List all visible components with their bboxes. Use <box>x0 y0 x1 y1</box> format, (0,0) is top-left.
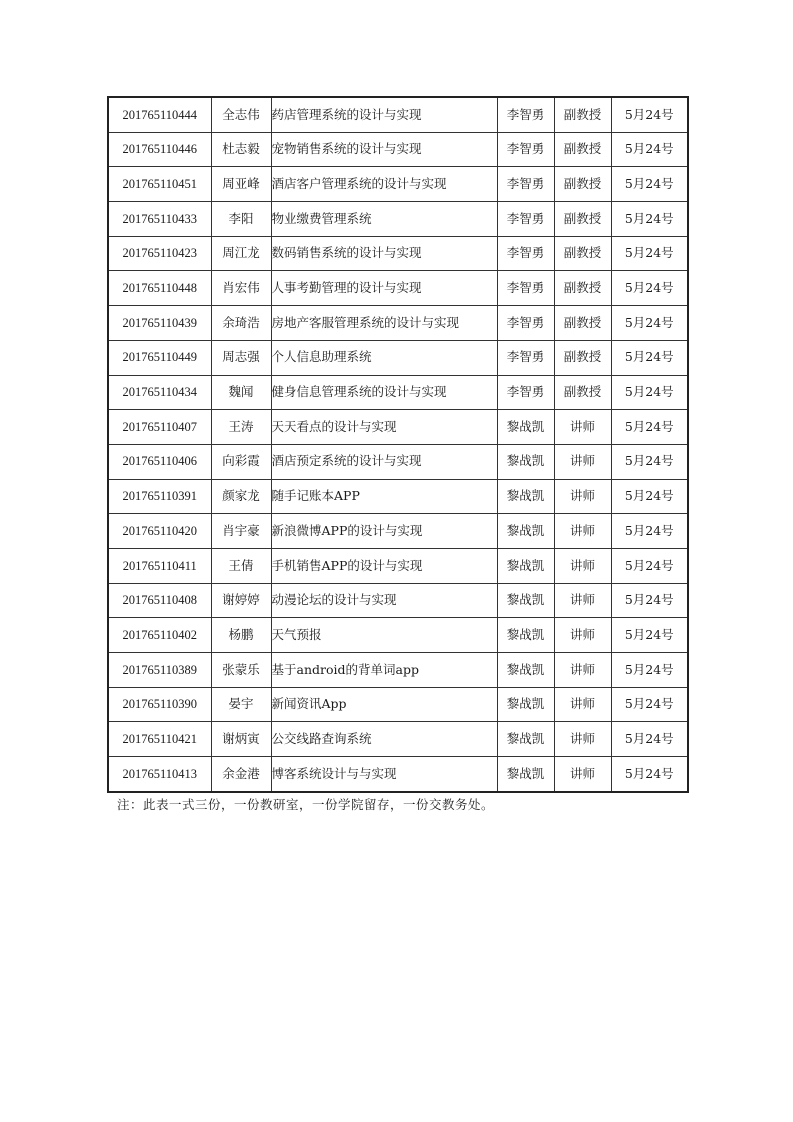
table-row <box>108 167 688 202</box>
student-name-cell: 余琦浩 <box>211 306 271 341</box>
table-row <box>108 306 688 341</box>
thesis-title-cell: 宠物销售系统的设计与实现 <box>271 132 497 167</box>
table-row <box>108 271 688 306</box>
advisor-rank-cell: 讲师 <box>554 687 611 722</box>
student-name-cell: 全志伟 <box>211 97 271 132</box>
defense-date-cell: 5月24号 <box>611 167 688 202</box>
advisor-rank-cell: 副教授 <box>554 97 611 132</box>
table-row <box>108 722 688 757</box>
student-id-cell: 201765110449 <box>108 340 211 375</box>
advisor-cell: 黎战凯 <box>497 514 554 549</box>
student-name-cell: 周亚峰 <box>211 167 271 202</box>
table-row <box>108 410 688 445</box>
advisor-cell: 黎战凯 <box>497 583 554 618</box>
student-name-cell: 周江龙 <box>211 236 271 271</box>
student-name-cell: 颜家龙 <box>211 479 271 514</box>
thesis-title-cell: 个人信息助理系统 <box>271 340 497 375</box>
advisor-rank-cell: 副教授 <box>554 236 611 271</box>
thesis-title-cell: 房地产客服管理系统的设计与实现 <box>271 306 497 341</box>
advisor-rank-cell: 副教授 <box>554 132 611 167</box>
table-body <box>108 97 688 792</box>
advisor-cell: 李智勇 <box>497 167 554 202</box>
student-name-cell: 杜志毅 <box>211 132 271 167</box>
student-id-cell: 201765110434 <box>108 375 211 410</box>
student-name-cell: 肖宇豪 <box>211 514 271 549</box>
advisor-cell: 李智勇 <box>497 236 554 271</box>
thesis-title-cell: 基于android的背单词app <box>271 653 497 688</box>
student-name-cell: 魏闻 <box>211 375 271 410</box>
student-id-cell: 201765110402 <box>108 618 211 653</box>
thesis-title-cell: 酒店客户管理系统的设计与实现 <box>271 167 497 202</box>
student-id-cell: 201765110390 <box>108 687 211 722</box>
advisor-rank-cell: 讲师 <box>554 618 611 653</box>
advisor-rank-cell: 讲师 <box>554 653 611 688</box>
table-row <box>108 514 688 549</box>
advisor-rank-cell: 讲师 <box>554 479 611 514</box>
student-name-cell: 张蒙乐 <box>211 653 271 688</box>
thesis-title-cell: 物业缴费管理系统 <box>271 202 497 237</box>
thesis-title-cell: 新浪微博APP的设计与实现 <box>271 514 497 549</box>
defense-date-cell: 5月24号 <box>611 548 688 583</box>
advisor-rank-cell: 副教授 <box>554 202 611 237</box>
student-name-cell: 谢婷婷 <box>211 583 271 618</box>
thesis-title-cell: 博客系统设计与与实现 <box>271 757 497 792</box>
thesis-title-cell: 天天看点的设计与实现 <box>271 410 497 445</box>
defense-date-cell: 5月24号 <box>611 653 688 688</box>
student-id-cell: 201765110421 <box>108 722 211 757</box>
advisor-cell: 李智勇 <box>497 375 554 410</box>
student-name-cell: 谢炳寅 <box>211 722 271 757</box>
defense-date-cell: 5月24号 <box>611 97 688 132</box>
thesis-title-cell: 人事考勤管理的设计与实现 <box>271 271 497 306</box>
student-name-cell: 晏宇 <box>211 687 271 722</box>
defense-date-cell: 5月24号 <box>611 618 688 653</box>
student-id-cell: 201765110439 <box>108 306 211 341</box>
advisor-cell: 李智勇 <box>497 306 554 341</box>
defense-date-cell: 5月24号 <box>611 340 688 375</box>
table-row <box>108 653 688 688</box>
thesis-title-cell: 随手记账本APP <box>271 479 497 514</box>
thesis-title-cell: 动漫论坛的设计与实现 <box>271 583 497 618</box>
advisor-rank-cell: 副教授 <box>554 375 611 410</box>
student-name-cell: 向彩霞 <box>211 444 271 479</box>
thesis-title-cell: 酒店预定系统的设计与实现 <box>271 444 497 479</box>
table-row <box>108 444 688 479</box>
table-row <box>108 757 688 792</box>
student-id-cell: 201765110446 <box>108 132 211 167</box>
advisor-cell: 李智勇 <box>497 132 554 167</box>
table-row <box>108 618 688 653</box>
advisor-rank-cell: 副教授 <box>554 340 611 375</box>
student-id-cell: 201765110407 <box>108 410 211 445</box>
defense-date-cell: 5月24号 <box>611 236 688 271</box>
advisor-cell: 李智勇 <box>497 340 554 375</box>
student-id-cell: 201765110413 <box>108 757 211 792</box>
advisor-cell: 李智勇 <box>497 202 554 237</box>
student-id-cell: 201765110451 <box>108 167 211 202</box>
defense-date-cell: 5月24号 <box>611 722 688 757</box>
advisor-cell: 黎战凯 <box>497 722 554 757</box>
defense-date-cell: 5月24号 <box>611 271 688 306</box>
defense-date-cell: 5月24号 <box>611 687 688 722</box>
advisor-rank-cell: 副教授 <box>554 271 611 306</box>
advisor-cell: 黎战凯 <box>497 444 554 479</box>
student-id-cell: 201765110389 <box>108 653 211 688</box>
defense-date-cell: 5月24号 <box>611 757 688 792</box>
defense-date-cell: 5月24号 <box>611 202 688 237</box>
thesis-title-cell: 药店管理系统的设计与实现 <box>271 97 497 132</box>
advisor-rank-cell: 讲师 <box>554 722 611 757</box>
student-id-cell: 201765110420 <box>108 514 211 549</box>
defense-date-cell: 5月24号 <box>611 514 688 549</box>
student-name-cell: 肖宏伟 <box>211 271 271 306</box>
student-name-cell: 杨鹏 <box>211 618 271 653</box>
advisor-rank-cell: 讲师 <box>554 583 611 618</box>
table-row <box>108 202 688 237</box>
student-name-cell: 李阳 <box>211 202 271 237</box>
advisor-rank-cell: 讲师 <box>554 757 611 792</box>
student-id-cell: 201765110406 <box>108 444 211 479</box>
table-row <box>108 97 688 132</box>
advisor-rank-cell: 讲师 <box>554 410 611 445</box>
advisor-cell: 黎战凯 <box>497 479 554 514</box>
student-name-cell: 周志强 <box>211 340 271 375</box>
student-name-cell: 王涛 <box>211 410 271 445</box>
student-id-cell: 201765110391 <box>108 479 211 514</box>
thesis-title-cell: 数码销售系统的设计与实现 <box>271 236 497 271</box>
advisor-rank-cell: 讲师 <box>554 514 611 549</box>
advisor-cell: 黎战凯 <box>497 653 554 688</box>
advisor-cell: 黎战凯 <box>497 618 554 653</box>
advisor-cell: 李智勇 <box>497 97 554 132</box>
student-id-cell: 201765110408 <box>108 583 211 618</box>
table-row <box>108 687 688 722</box>
advisor-rank-cell: 副教授 <box>554 167 611 202</box>
advisor-cell: 黎战凯 <box>497 757 554 792</box>
table-row <box>108 583 688 618</box>
defense-date-cell: 5月24号 <box>611 306 688 341</box>
thesis-title-cell: 天气预报 <box>271 618 497 653</box>
advisor-rank-cell: 讲师 <box>554 548 611 583</box>
thesis-title-cell: 公交线路查询系统 <box>271 722 497 757</box>
table-row <box>108 236 688 271</box>
table-row <box>108 548 688 583</box>
advisor-cell: 李智勇 <box>497 271 554 306</box>
table-row <box>108 479 688 514</box>
student-id-cell: 201765110423 <box>108 236 211 271</box>
table-row <box>108 340 688 375</box>
defense-date-cell: 5月24号 <box>611 375 688 410</box>
student-id-cell: 201765110448 <box>108 271 211 306</box>
advisor-cell: 黎战凯 <box>497 687 554 722</box>
defense-date-cell: 5月24号 <box>611 132 688 167</box>
student-id-cell: 201765110433 <box>108 202 211 237</box>
advisor-cell: 黎战凯 <box>497 410 554 445</box>
student-name-cell: 王倩 <box>211 548 271 583</box>
table-row <box>108 132 688 167</box>
thesis-defense-table <box>107 96 689 793</box>
thesis-title-cell: 健身信息管理系统的设计与实现 <box>271 375 497 410</box>
table-footnote: 注：此表一式三份，一份教研室，一份学院留存，一份交教务处。 <box>117 797 495 812</box>
defense-date-cell: 5月24号 <box>611 479 688 514</box>
student-name-cell: 余金港 <box>211 757 271 792</box>
advisor-cell: 黎战凯 <box>497 548 554 583</box>
student-id-cell: 201765110411 <box>108 548 211 583</box>
defense-date-cell: 5月24号 <box>611 410 688 445</box>
thesis-title-cell: 新闻资讯App <box>271 687 497 722</box>
advisor-rank-cell: 讲师 <box>554 444 611 479</box>
student-id-cell: 201765110444 <box>108 97 211 132</box>
thesis-title-cell: 手机销售APP的设计与实现 <box>271 548 497 583</box>
defense-date-cell: 5月24号 <box>611 444 688 479</box>
defense-date-cell: 5月24号 <box>611 583 688 618</box>
table-row <box>108 375 688 410</box>
advisor-rank-cell: 副教授 <box>554 306 611 341</box>
